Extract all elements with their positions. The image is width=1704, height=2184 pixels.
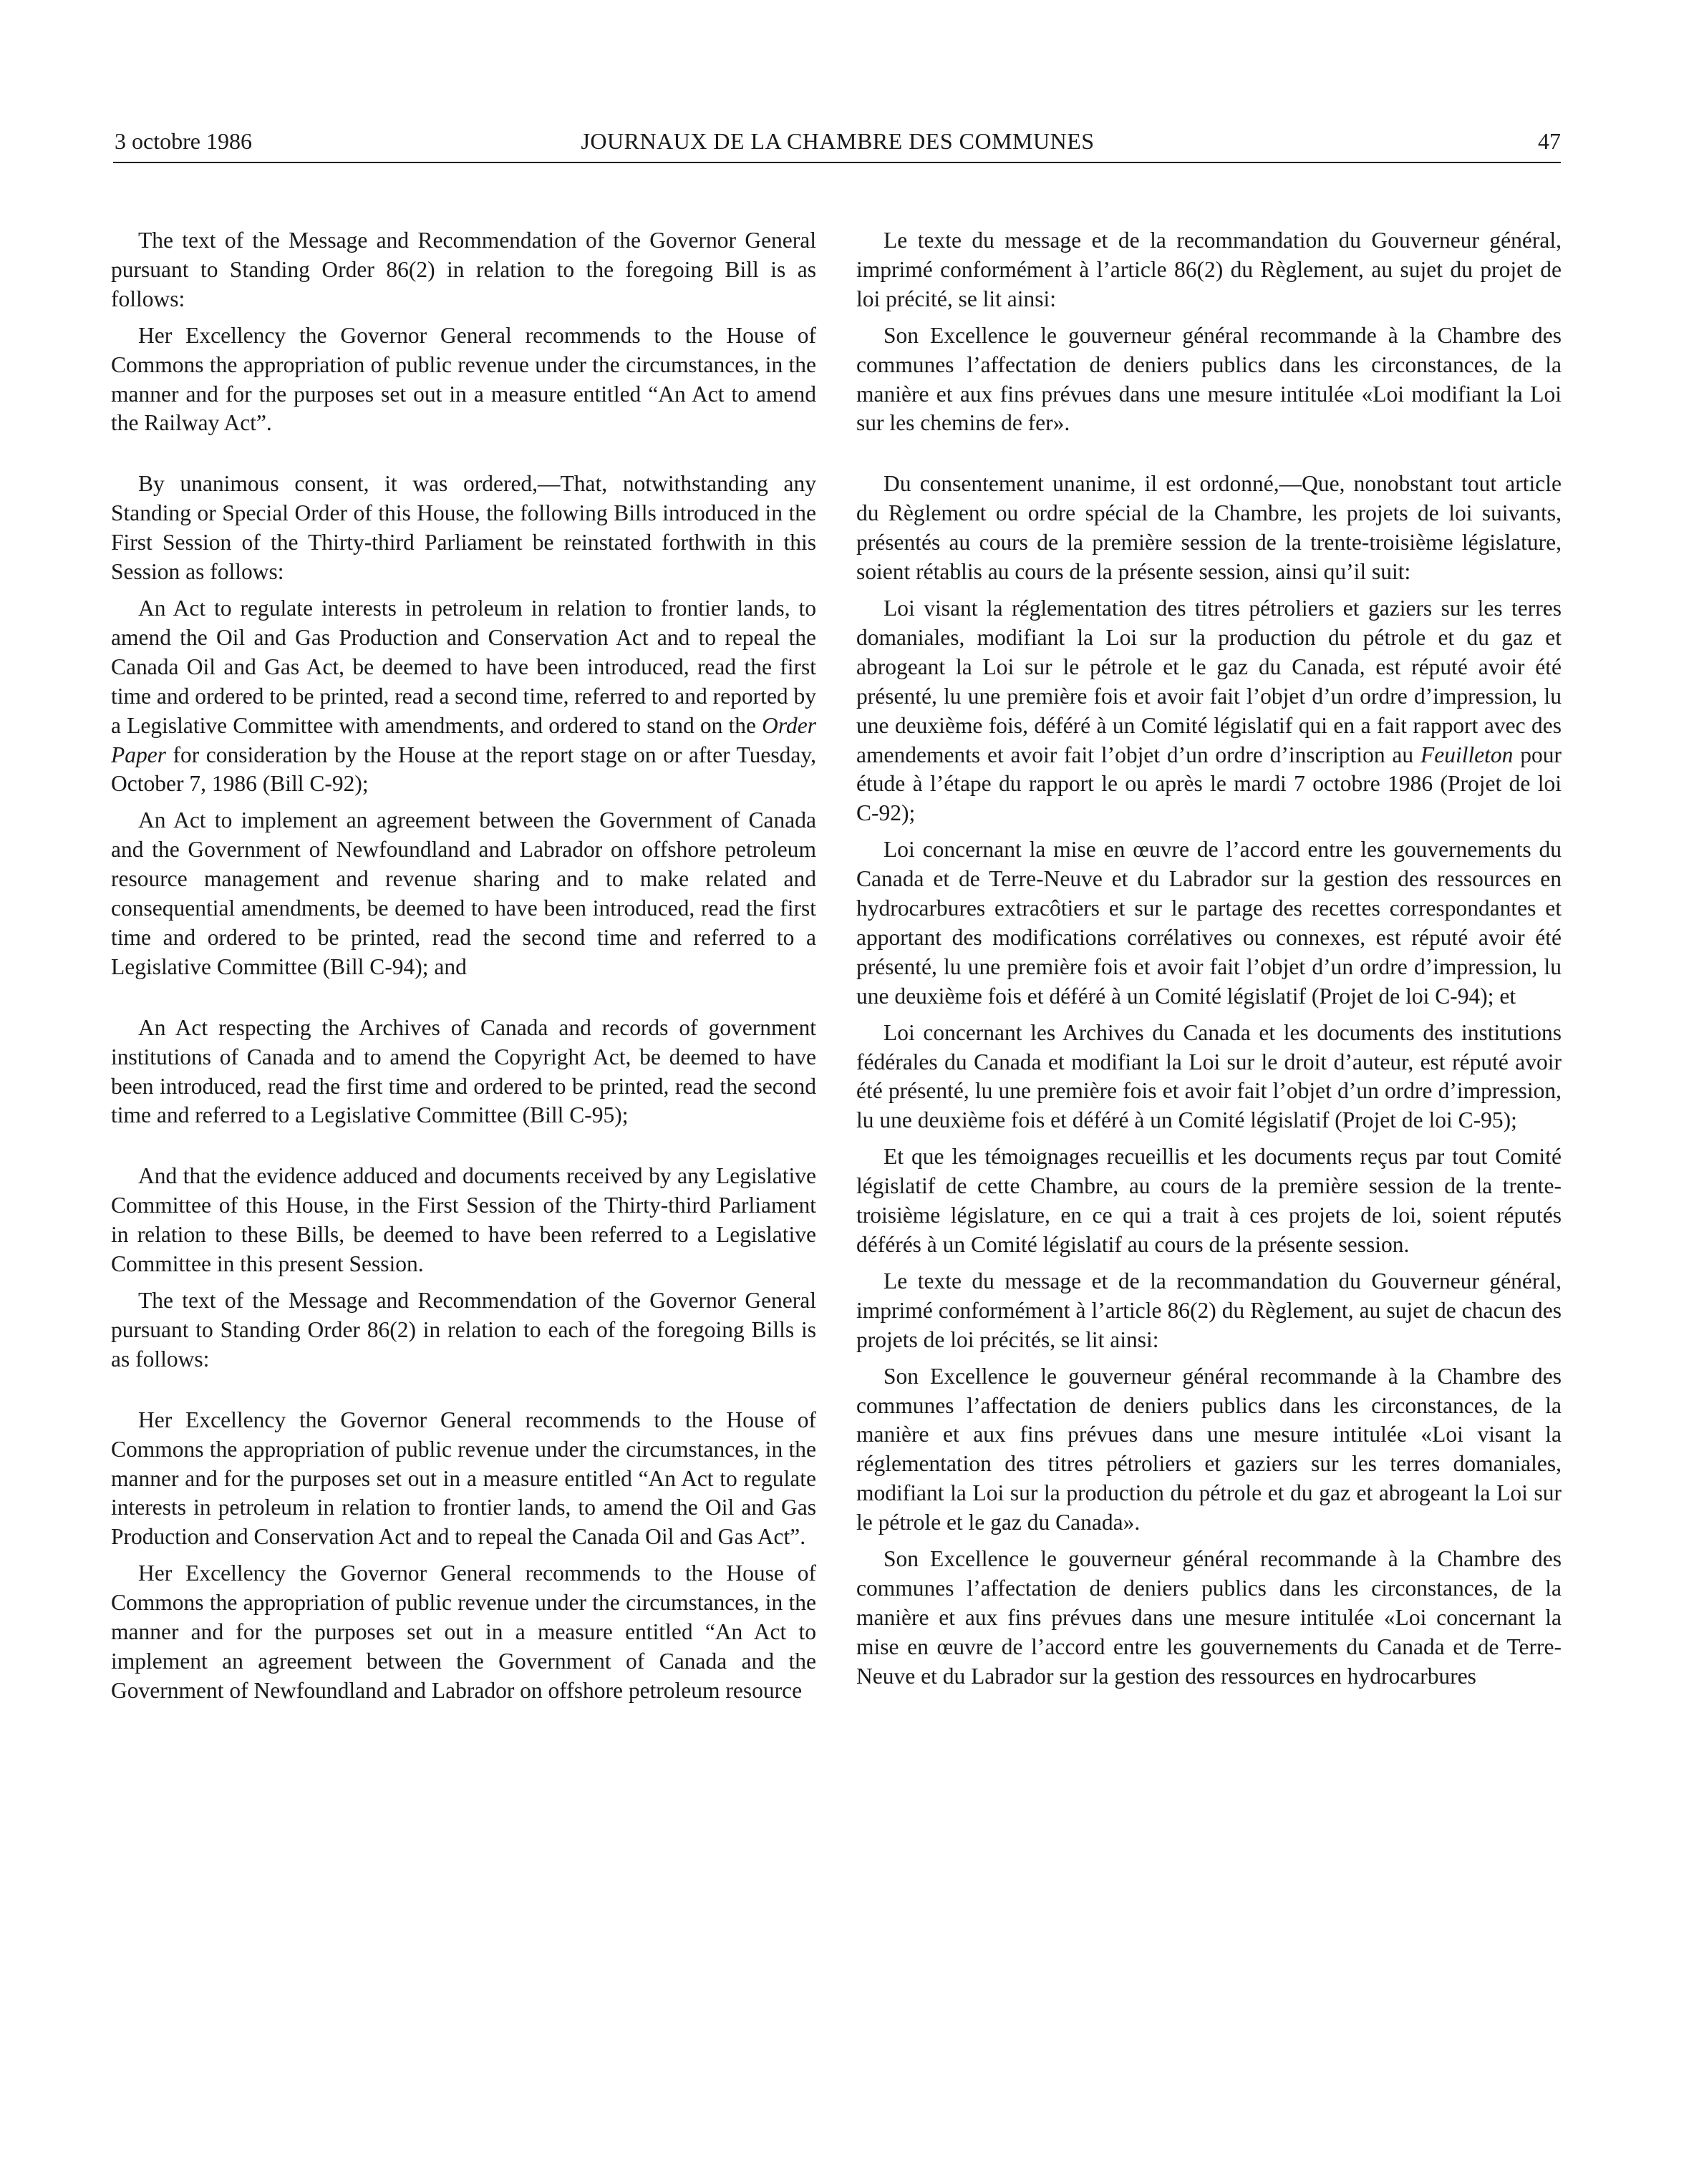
paragraph-unanimous-consent: By unanimous consent, it was ordered,—That, notwithstanding any Standing or Special Order of this House, the following Bills introduced in the First Session of the Thirty-third Parliament be reinstated forthwith in this Session as follows:	[111, 471, 816, 585]
paragraph-recommendation-petroleum-fr: Son Excellence le gouverneur général recommande à la Chambre des communes l’affectation de deniers publics dans les circonstances, de la manière et aux fins prévues dans une mesure intitulée «Loi visant la réglementation des titres pétroliers et gaziers sur les terres domaniales, modifiant la Loi sur la production du pétrole et du gaz et abrogeant la Loi sur le pétrole et le gaz du Canada».	[856, 1363, 1562, 1535]
header-date: 3 octobre 1986	[115, 128, 252, 154]
paragraph-recommendation-petroleum: Her Excellency the Governor General recommends to the House of Commons the appropriation of public revenue under the circumstances, in the manner and for the purposes set out in a measure entitled “An Act to regulate interests in petroleum in relation to frontier lands, to amend the Oil and Gas Production and Conservation Act and to repeal the Canada Oil and Gas Act”.	[111, 1407, 816, 1550]
paragraph-unanimous-consent-fr: Du consentement unanime, il est ordonné,—Que, nonobstant tout article du Règlement ou ordre spécial de la Chambre, les projets de loi suivants, présentés au cours de la première session de la trente-troisième législature, soient rétablis au cours de la présente session, ainsi qu’il suit:	[856, 471, 1562, 585]
paragraph-bill-c92-fr	[856, 594, 1562, 828]
bill-c92-italic: Order Paper	[111, 712, 816, 767]
paragraph-message-intro-fr: Le texte du message et de la recommandation du Gouverneur général, imprimé conformément à l’article 86(2) du Règlement, au sujet du projet de loi précité, se lit ainsi:	[856, 228, 1562, 311]
header-rule	[113, 162, 1561, 163]
paragraph-bill-c95-fr: Loi concernant les Archives du Canada et les documents des institutions fédérales du Canada et modifiant la Loi sur le droit d’auteur, est réputé avoir été présenté, lu une première fois et avoir fait l’objet d’un ordre d’impression, lu une deuxième fois et déféré à un Comité législatif (Projet de loi C-95);	[856, 1019, 1562, 1133]
french-column	[856, 226, 1562, 1699]
paragraph-bill-c94-fr: Loi concernant la mise en œuvre de l’accord entre les gouvernements du Canada et de Terre-Neuve et du Labrador sur la gestion des ressources en hydrocarbures extracôtiers et sur le partage des recettes correspondantes et apportant des modifications corrélatives ou connexes, est réputé avoir été présenté, lu une première fois et avoir fait l’objet d’un ordre d’impression, lu une deuxième fois et déféré à un Comité législatif (Projet de loi C-94); et	[856, 837, 1562, 1009]
bill-c92-fr-text-a: Loi visant la réglementation des titres pétroliers et gaziers sur les terres domaniales, modifiant la Loi sur la production du pétrole et du gaz et abrogeant la Loi sur le pétrole et le gaz du Canada, est réputé avoir été présenté, lu une première fois et avoir fait l’objet d’un ordre d’impression, lu une deuxième fois, déféré à un Comité législatif qui en a fait rapport avec des amendements et avoir fait l’objet d’un ordre d’inscription au	[856, 595, 1562, 767]
paragraph-recommendation-newfoundland: Her Excellency the Governor General recommends to the House of Commons the appropriation of public revenue under the circumstances, in the manner and for the purposes set out in a measure entitled “An Act to implement an agreement between the Government of Canada and the Government of Newfoundland and Labrador on offshore petroleum resource	[111, 1561, 816, 1703]
paragraph-recommendation-railway: Her Excellency the Governor General recommends to the House of Commons the appropriation of public revenue under the circumstances, in the manner and for the purposes set out in a measure entitled “An Act to amend the Railway Act”.	[111, 322, 816, 436]
english-column	[111, 226, 816, 1713]
paragraph-bill-c92	[111, 594, 816, 799]
paragraph-recommendation-newfoundland-fr: Son Excellence le gouverneur général recommande à la Chambre des communes l’affectation de deniers publics dans les circonstances, de la manière et aux fins prévues dans une mesure intitulée «Loi concernant la mise en œuvre de l’accord entre les gouvernements du Canada et de Terre-Neuve et du Labrador sur la gestion des ressources en hydrocarbures	[856, 1546, 1562, 1689]
page-header	[115, 123, 1561, 159]
bill-c92-fr-text-b: pour étude à l’étape du rapport le ou après le mardi 7 octobre 1986 (Projet de loi C-92);	[856, 742, 1562, 826]
bill-c92-text-b: for consideration by the House at the report stage on or after Tuesday, October 7, 1986 (Bill C-92);	[111, 742, 816, 797]
header-title: JOURNAUX DE LA CHAMBRE DES COMMUNES	[581, 128, 1095, 154]
paragraph-message-each: The text of the Message and Recommendation of the Governor General pursuant to Standing Order 86(2) in relation to each of the foregoing Bills is as follows:	[111, 1288, 816, 1372]
paragraph-message-intro: The text of the Message and Recommendation of the Governor General pursuant to Standing Order 86(2) in relation to the foregoing Bill is as follows:	[111, 228, 816, 311]
paragraph-message-each-fr: Le texte du message et de la recommandation du Gouverneur général, imprimé conformément à l’article 86(2) du Règlement, au sujet de chacun des projets de loi précités, se lit ainsi:	[856, 1268, 1562, 1352]
paragraph-bill-c95: An Act respecting the Archives of Canada and records of government institutions of Canada and to amend the Copyright Act, be deemed to have been introduced, read the first time and ordered to be printed, read the second time and referred to a Legislative Committee (Bill C-95);	[111, 1014, 816, 1128]
paragraph-evidence-fr: Et que les témoignages recueillis et les documents reçus par tout Comité législatif de cette Chambre, au cours de la première session de la trente-troisième législature, en ce qui a trait à ces projets de loi, soient réputés déférés à un Comité législatif au cours de la présente session.	[856, 1144, 1562, 1257]
paragraph-bill-c94: An Act to implement an agreement between the Government of Canada and the Government of Newfoundland and Labrador on offshore petroleum resource management and revenue sharing and to make related and consequential amendments, be deemed to have been introduced, read the first time and ordered to be printed, read the second time and referred to a Legislative Committee (Bill C-94); and	[111, 807, 816, 979]
bill-c92-text-a: An Act to regulate interests in petroleum in relation to frontier lands, to amend the Oil and Gas Production and Conservation Act and to repeal the Canada Oil and Gas Act, be deemed to have been introduced, read the first time and ordered to be printed, read a second time, referred to and reported by a Legislative Committee with amendments, and ordered to stand on the	[111, 595, 816, 738]
paragraph-evidence: And that the evidence adduced and documents received by any Legislative Committee of this House, in the First Session of the Thirty-third Parliament in relation to these Bills, be deemed to have been referred to a Legislative Committee in this present Session.	[111, 1163, 816, 1277]
bill-c92-fr-italic: Feuilleton	[1420, 742, 1514, 767]
paragraph-recommendation-railway-fr: Son Excellence le gouverneur général recommande à la Chambre des communes l’affectation de deniers publics dans les circonstances, de la manière et aux fins prévues dans une mesure intitulée «Loi modifiant la Loi sur les chemins de fer».	[856, 322, 1562, 436]
page-number: 47	[1538, 128, 1561, 154]
